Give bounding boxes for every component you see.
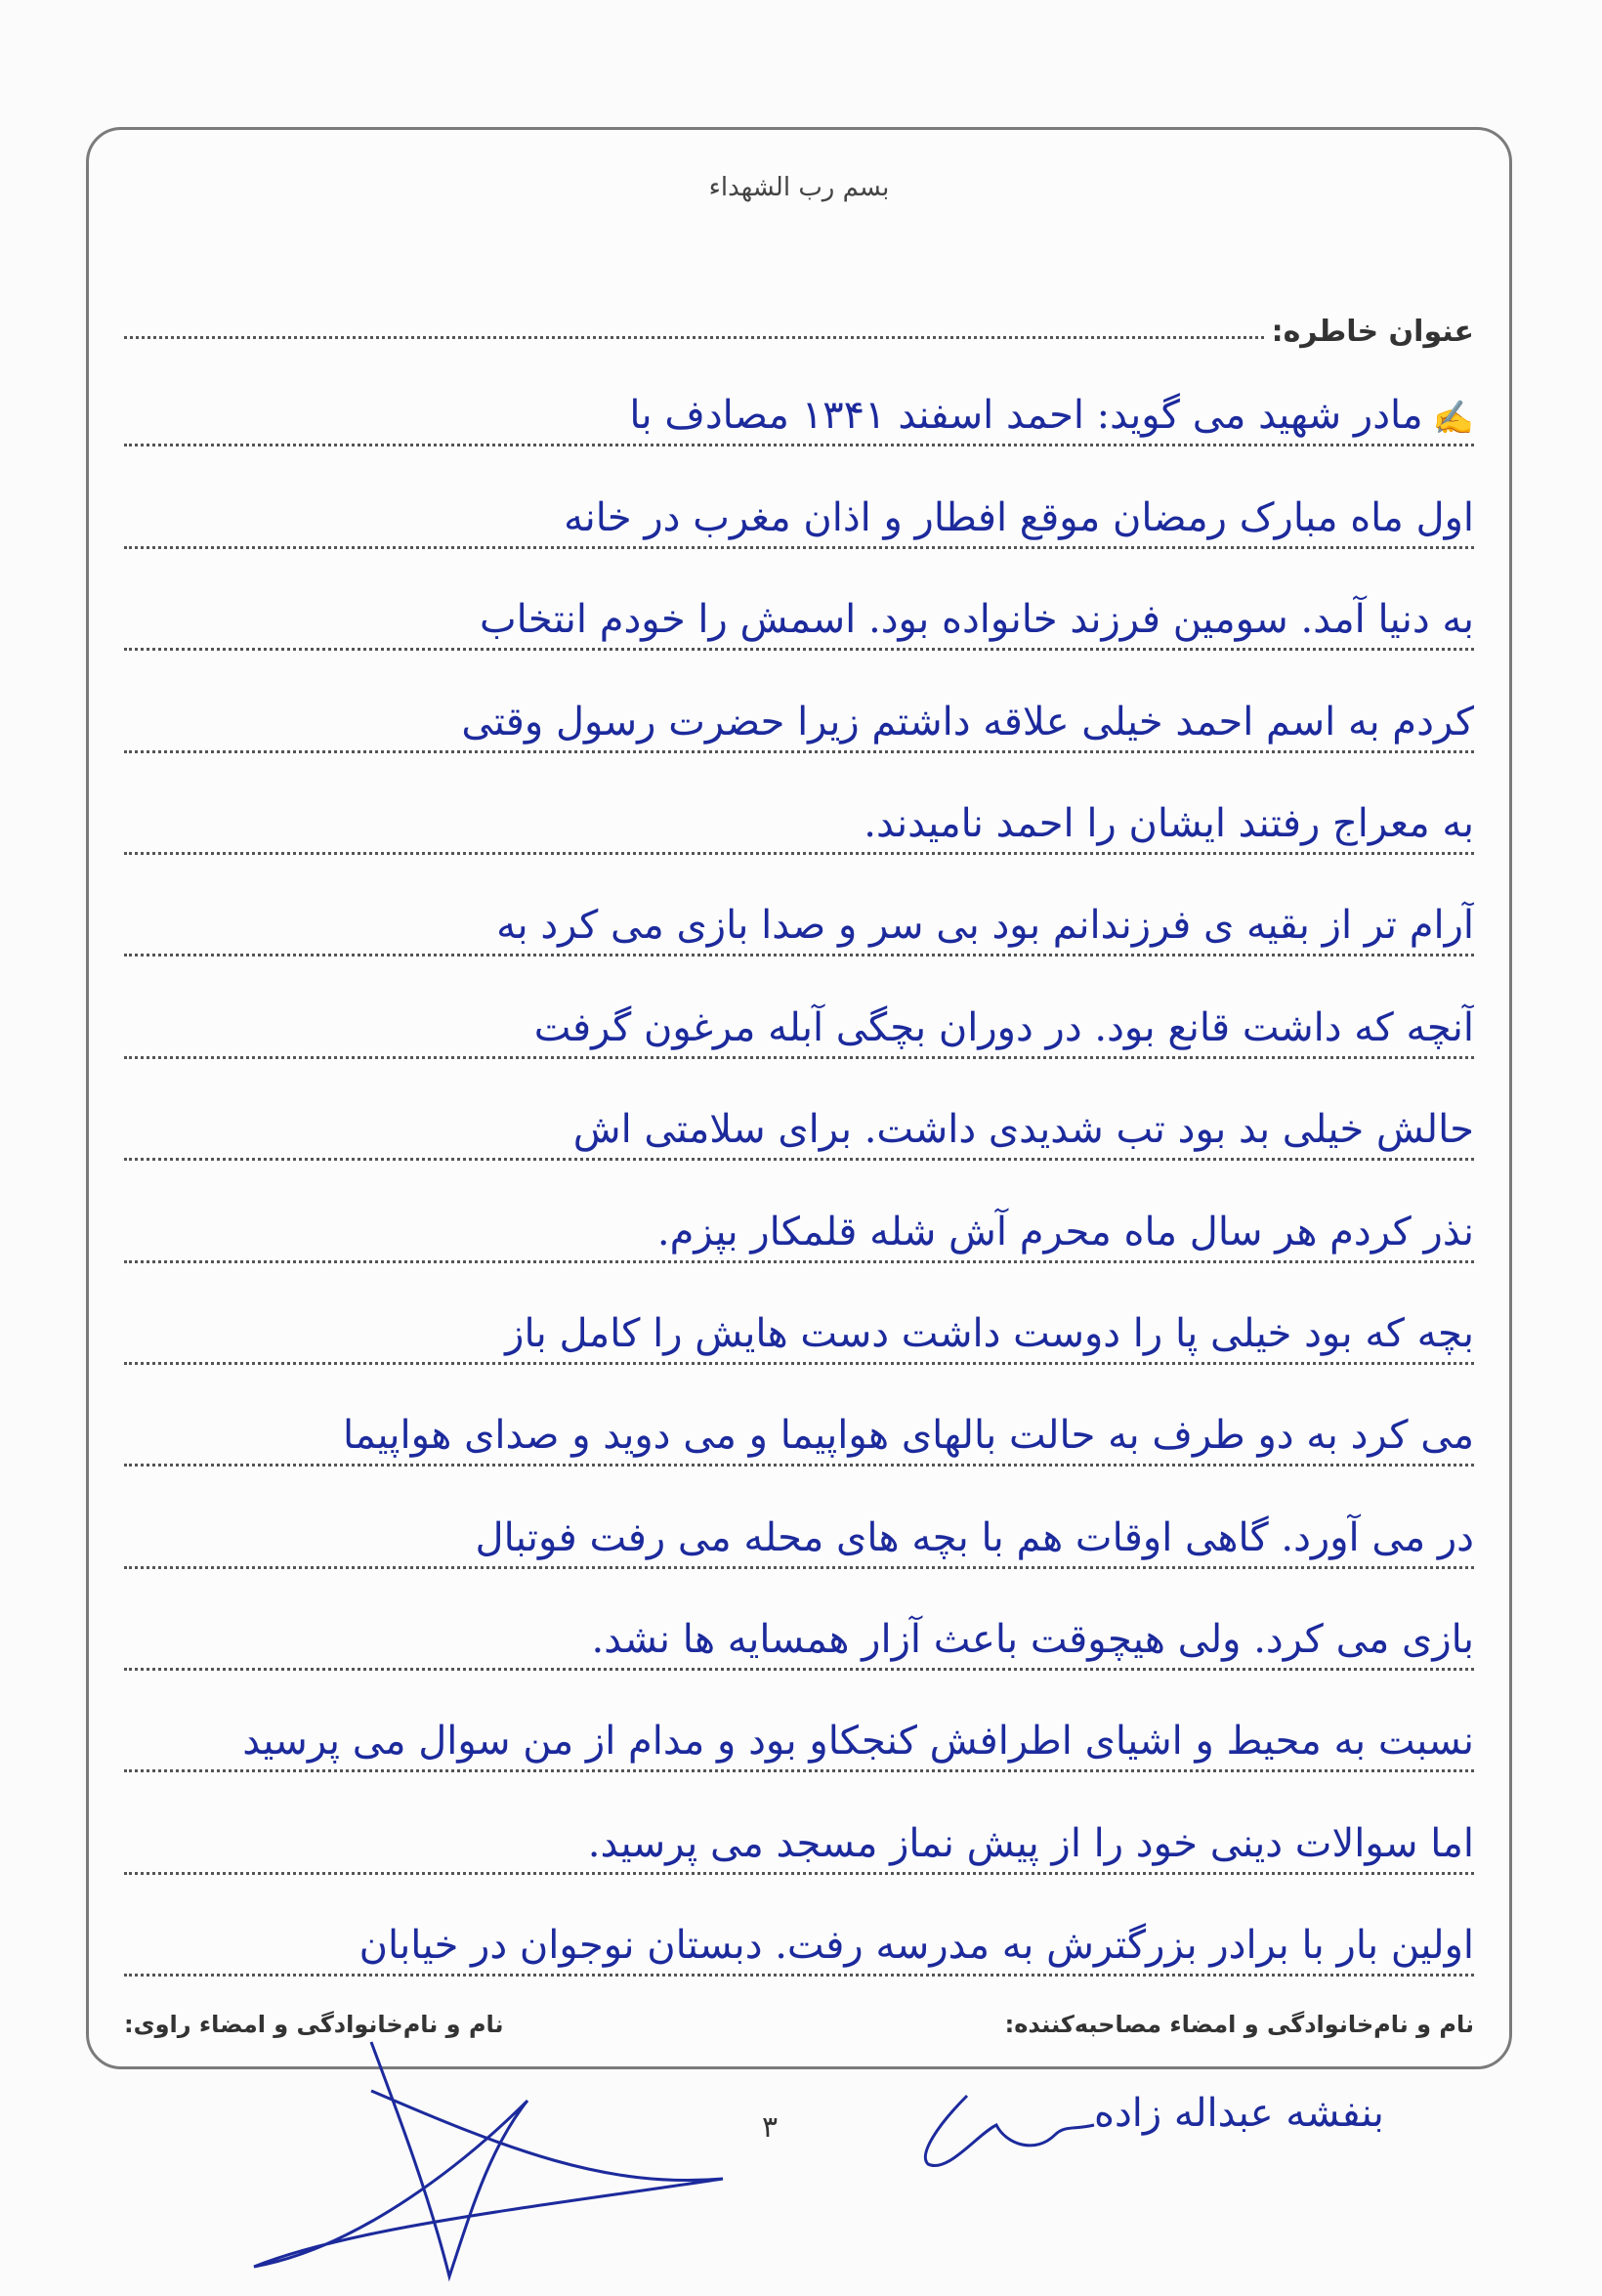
handwritten-line: نذر کردم هر سال ماه محرم آش شله قلمکار بپزم. [124, 1161, 1474, 1262]
handwritten-line: حالش خیلی بد بود تب شدیدی داشت. برای سلامتی اش [124, 1059, 1474, 1161]
interviewer-signature [908, 2076, 1104, 2184]
handwritten-line: کردم به اسم احمد خیلی علاقه داشتم زیرا حضرت رسول وقتی [124, 651, 1474, 752]
page-number: ۳ [762, 2110, 779, 2145]
form-heading: بسم رب الشهداء [708, 173, 890, 202]
handwritten-line: اولین بار با برادر بزرگترش به مدرسه رفت. دبستان نوجوان در خیابان [124, 1875, 1474, 1977]
handwritten-line: اما سوالات دینی خود را از پیش نماز مسجد می پرسید. [124, 1772, 1474, 1874]
handwritten-line: اول ماه مبارک رمضان موقع افطار و اذان مغرب در خانه [124, 446, 1474, 548]
handwritten-line: بچه که بود خیلی پا را دوست داشت دست هایش را کامل باز [124, 1263, 1474, 1365]
interviewer-name: بنفشه عبداله زاده [1094, 2091, 1384, 2136]
handwritten-line: ✍ مادر شهید می گوید: احمد اسفند ۱۳۴۱ مصادف با [124, 345, 1474, 446]
handwritten-text [124, 345, 1474, 1977]
handwritten-line: بازی می کرد. ولی هیچوقت باعث آزار همسایه ها نشد. [124, 1569, 1474, 1671]
memory-title-label: عنوان خاطره: [1271, 315, 1474, 349]
handwritten-line: آرام تر از بقیه ی فرزندانم بود بی سر و صدا بازی می کرد به [124, 855, 1474, 957]
handwritten-line: در می آورد. گاهی اوقات هم با بچه های محله می رفت فوتبال [124, 1467, 1474, 1568]
memory-title-row [124, 300, 1474, 349]
pencil-icon: ✍ [1432, 399, 1474, 439]
handwritten-line: آنچه که داشت قانع بود. در دوران بچگی آبله مرغون گرفت [124, 957, 1474, 1058]
handwritten-line: به معراج رفتند ایشان را احمد نامیدند. [124, 753, 1474, 855]
handwritten-line: می کرد به دو طرف به حالت بالهای هواپیما و می دوید و صدای هواپیما [124, 1365, 1474, 1467]
handwritten-line: به دنیا آمد. سومین فرزند خانواده بود. اسمش را خودم انتخاب [124, 549, 1474, 651]
narrator-signature-label: نام و نام‌خانوادگی و امضاء راوی: [124, 2011, 504, 2038]
narrator-signature [234, 2032, 742, 2296]
memory-title-field [124, 334, 1264, 339]
memory-form [86, 127, 1512, 2069]
interviewer-signature-label: نام و نام‌خانوادگی و امضاء مصاحبه‌کننده: [1004, 2011, 1474, 2038]
handwritten-line: نسبت به محیط و اشیای اطرافش کنجکاو بود و مدام از من سوال می پرسید [124, 1671, 1474, 1772]
